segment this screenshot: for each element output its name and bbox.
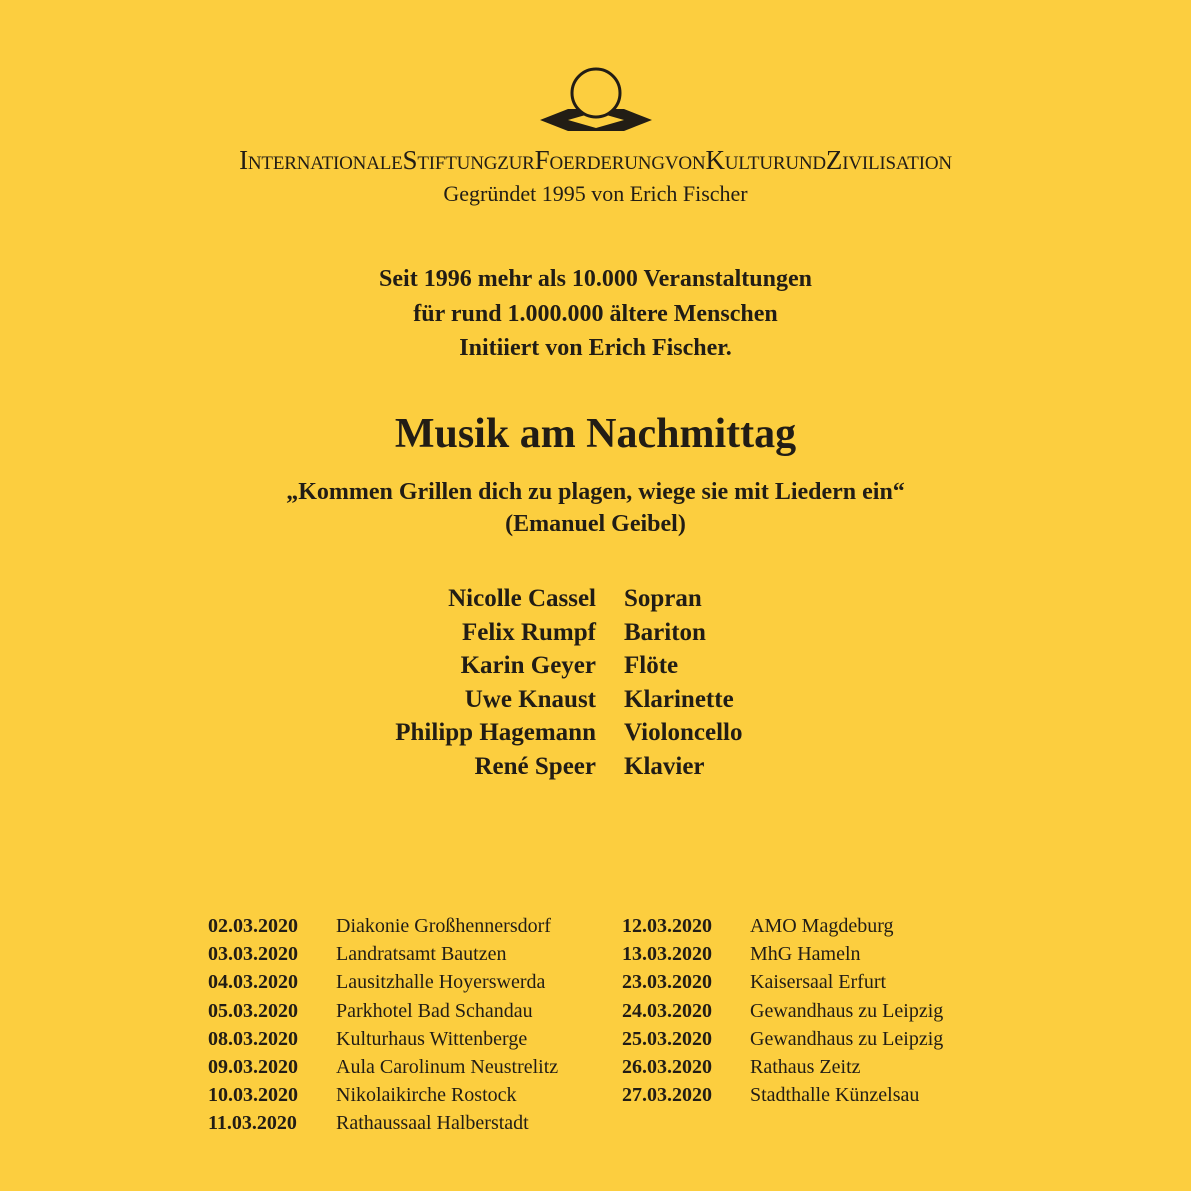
performer-name: Philipp Hagemann <box>395 719 596 747</box>
intro-line: Initiiert von Erich Fischer. <box>459 335 732 361</box>
event-venue: Gewandhaus zu Leipzig <box>750 999 944 1022</box>
date-row <box>208 1000 558 1028</box>
event-venue: Parkhotel Bad Schandau <box>336 999 533 1022</box>
event-venue: Landratsamt Bautzen <box>336 943 507 966</box>
date-row <box>622 943 943 971</box>
event-date: 05.03.2020 <box>208 999 298 1022</box>
event-date: 26.03.2020 <box>622 1055 712 1078</box>
performer-name: Karin Geyer <box>460 652 596 680</box>
event-date: 10.03.2020 <box>208 1084 298 1107</box>
date-row <box>622 915 943 943</box>
event-venue: Kulturhaus Wittenberge <box>336 1027 528 1050</box>
founded-line: Gegründet 1995 von Erich Fischer <box>443 181 748 206</box>
performer-row <box>0 753 1191 787</box>
foundation-name: INTERNATIONALESTIFTUNGZURFOERDERUNGVONKULTURUNDZIVILISATION <box>239 145 952 175</box>
performer-name: Uwe Knaust <box>464 685 596 713</box>
event-venue: Nikolaikirche Rostock <box>336 1084 517 1107</box>
dates-list-left <box>208 915 558 1141</box>
performer-name: René Speer <box>474 752 596 780</box>
date-row <box>208 1084 558 1112</box>
foundation-logo-icon <box>538 66 654 148</box>
date-row <box>208 915 558 943</box>
date-row <box>622 1084 943 1112</box>
date-row <box>208 1056 558 1084</box>
event-date: 03.03.2020 <box>208 943 298 966</box>
event-date: 08.03.2020 <box>208 1027 298 1050</box>
quote-text: „Kommen Grillen dich zu plagen, wiege sie mit Liedern ein“ <box>286 479 905 505</box>
performer-row <box>0 652 1191 686</box>
intro-text <box>0 262 1191 366</box>
performers-list <box>0 585 1191 787</box>
performer-row <box>0 619 1191 653</box>
quote <box>0 476 1191 540</box>
performer-instrument: Bariton <box>624 618 706 646</box>
event-date: 04.03.2020 <box>208 971 298 994</box>
event-venue: Gewandhaus zu Leipzig <box>750 1027 944 1050</box>
dates-list-right <box>622 915 943 1112</box>
event-title: Musik am Nachmittag <box>394 411 797 457</box>
performer-instrument: Flöte <box>624 652 679 680</box>
performer-row <box>0 686 1191 720</box>
performer-name: Felix Rumpf <box>461 618 596 646</box>
intro-line: für rund 1.000.000 ältere Menschen <box>413 300 778 327</box>
event-date: 13.03.2020 <box>622 943 712 966</box>
intro-line: Seit 1996 mehr als 10.000 Veranstaltungen <box>379 266 812 292</box>
date-row <box>622 1000 943 1028</box>
event-date: 11.03.2020 <box>208 1112 297 1135</box>
date-row <box>208 971 558 999</box>
event-venue: Kaisersaal Erfurt <box>750 971 887 994</box>
event-date: 25.03.2020 <box>622 1027 712 1050</box>
event-venue: Stadthalle Künzelsau <box>750 1084 920 1107</box>
event-date: 02.03.2020 <box>208 915 298 937</box>
event-date: 09.03.2020 <box>208 1055 298 1078</box>
date-row <box>622 971 943 999</box>
date-row <box>208 1028 558 1056</box>
performer-instrument: Violoncello <box>624 719 743 747</box>
event-venue: Aula Carolinum Neustrelitz <box>336 1055 559 1078</box>
performer-instrument: Klarinette <box>624 685 734 713</box>
event-venue: Lausitzhalle Hoyerswerda <box>336 971 546 994</box>
event-venue: Diakonie Großhennersdorf <box>336 915 551 937</box>
event-date: 12.03.2020 <box>622 915 712 937</box>
quote-author: (Emanuel Geibel) <box>505 511 686 537</box>
performer-row <box>0 719 1191 753</box>
date-row <box>208 943 558 971</box>
performer-instrument: Sopran <box>624 585 702 612</box>
event-venue: MhG Hameln <box>750 943 861 966</box>
event-venue: Rathaus Zeitz <box>750 1055 861 1078</box>
date-row <box>208 1112 558 1140</box>
date-row <box>622 1056 943 1084</box>
performer-name: Nicolle Cassel <box>448 585 596 612</box>
event-venue: AMO Magdeburg <box>750 915 894 937</box>
date-row <box>622 1028 943 1056</box>
event-date: 23.03.2020 <box>622 971 712 994</box>
event-date: 24.03.2020 <box>622 999 712 1022</box>
event-venue: Rathaussaal Halberstadt <box>336 1112 529 1135</box>
event-date: 27.03.2020 <box>622 1084 712 1107</box>
performer-instrument: Klavier <box>624 752 705 780</box>
performer-row <box>0 585 1191 619</box>
